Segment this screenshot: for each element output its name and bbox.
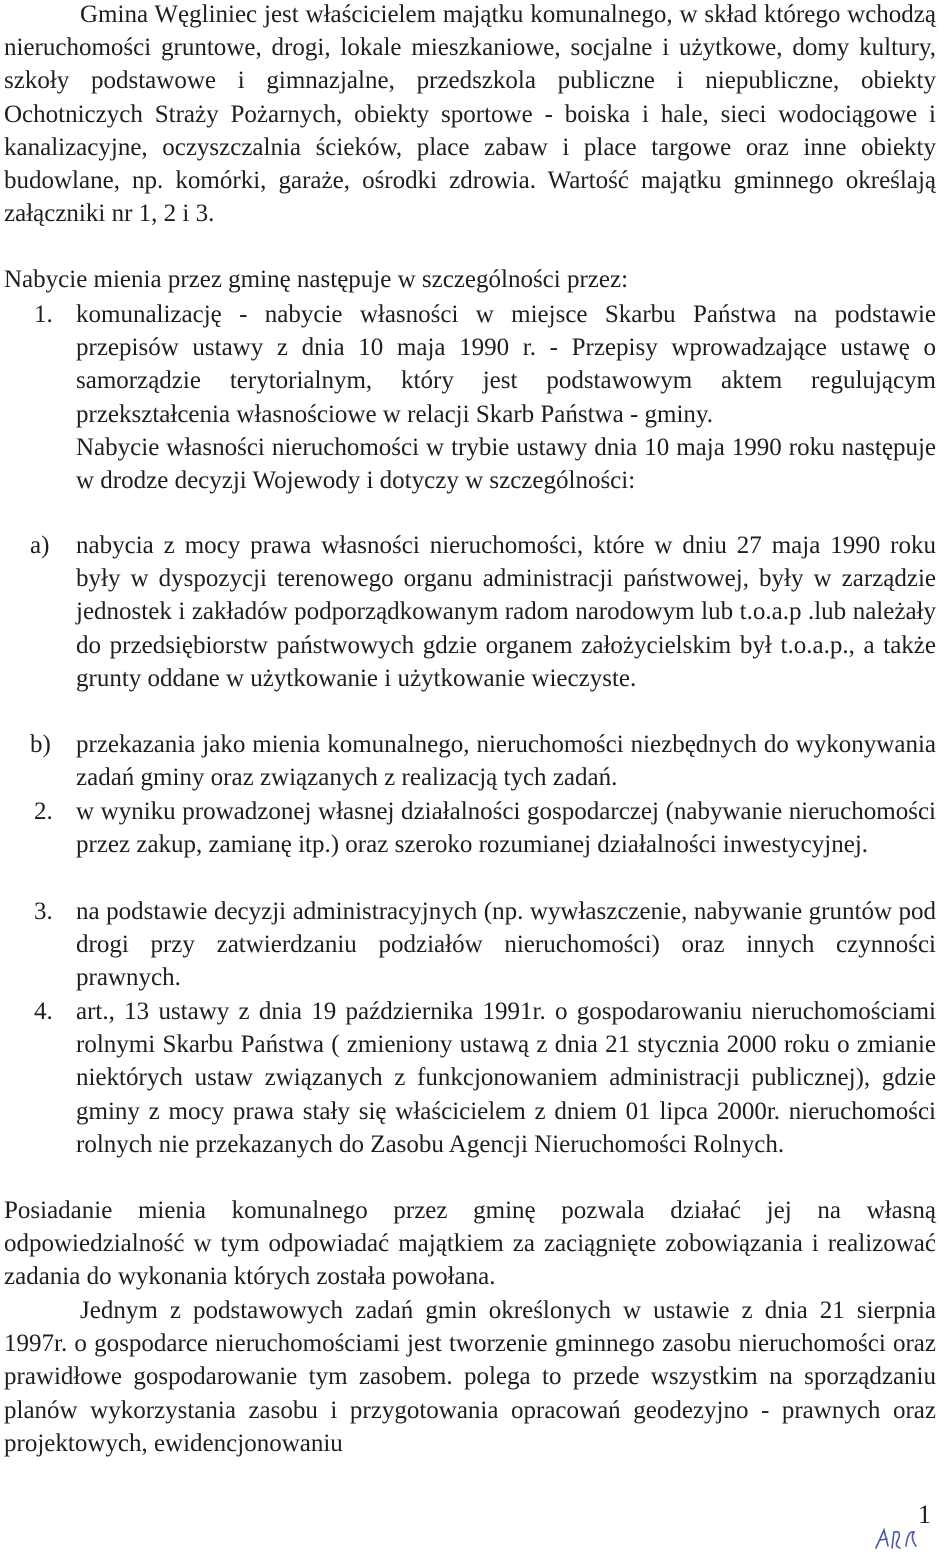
paragraph-municipal-property: Gmina Węgliniec jest właścicielem majątku komunalnego, w skład którego wchodzą nieruchomości gruntowe, drogi, lokale mieszkaniowe, socjalne i użytkowe, domy kultury, szkoły podstawowe i gimnazjalne, przedszkola publiczne i niepubliczne, obiekty Ochotniczych Straży Pożarnych, obiekty sportowe - boiska i hale, sieci wodociągowe i kanalizacyjne, oczyszczalnia ścieków, place zabaw i place targowe oraz inne obiekty budowlane, np. komórki, garaże, ośrodki zdrowia. Wartość majątku gminnego określają załączniki nr 1, 2 i 3. [4, 1, 936, 228]
list-label-1: 1. [34, 301, 53, 328]
list-item-1 [34, 298, 936, 497]
list-item-b [30, 728, 936, 794]
list-text-3: na podstawie decyzji administracyjnych (np. wywłaszczenie, nabywanie gruntów pod drogi przy zatwierdzaniu podziałów nieruchomości) oraz innych czynności prawnych. [76, 898, 936, 992]
list-label-3: 3. [34, 898, 53, 925]
list-text-b: przekazania jako mienia komunalnego, nieruchomości niezbędnych do wykonywania zadań gminy oraz związanych z realizacją tych zadań. [76, 731, 936, 792]
signature-initials [872, 1524, 932, 1552]
list-item-4 [34, 995, 936, 1161]
list-label-a: a) [30, 532, 50, 559]
list-label-2: 2. [34, 798, 53, 825]
list-text-2: w wyniku prowadzonej własnej działalności gospodarczej (nabywanie nieruchomości przez zakup, zamianę itp.) oraz szeroko rozumianej działalności inwestycyjnej. [76, 798, 936, 859]
list-text-a: nabycia z mocy prawa własności nieruchomości, które w dniu 27 maja 1990 roku były w dyspozycji terenowego organu administracji państwowej, były w zarządzie jednostek i zakładów podporządkowanym radom narodowym lub t.o.a.p .lub należały do przedsiębiorstw państwowych gdzie organem założycielskim był t.o.a.p., a także grunty oddane w użytkowanie i użytkowanie wieczyste. [76, 532, 936, 692]
paragraph-basic-tasks: Jednym z podstawowych zadań gmin określonych w ustawie z dnia 21 sierpnia 1997r. o gospodarce nieruchomościami jest tworzenie gminnego zasobu nieruchomości oraz prawidłowe gospodarowanie tym zasobem. polega to przede wszystkim na sporządzaniu planów wykorzystania zasobu i przygotowania opracowań geodezyjno - prawnych oraz projektowych, ewidencjonowaniu [4, 1297, 936, 1457]
list-label-4: 4. [34, 998, 53, 1025]
list-item-2 [34, 795, 936, 861]
list-subtext-1: Nabycie własności nieruchomości w trybie ustawy dnia 10 maja 1990 roku następuje w drodze decyzji Wojewody i dotyczy w szczególności: [76, 433, 936, 495]
list-text-4: art., 13 ustawy z dnia 19 października 1991r. o gospodarowaniu nieruchomościami rolnymi Skarbu Państwa ( zmieniony ustawą z dnia 21 stycznia 2000 roku o zmianie niektórych ustaw związanych z funkcjonowaniem administracji publicznej), gdzie gminy z mocy prawa stały się właścicielem z dniem 01 lipca 2000r. nieruchomości rolnych nie przekazanych do Zasobu Agencji Nieruchomości Rolnych. [76, 998, 936, 1158]
list-text-1: komunalizację - nabycie własności w miejsce Skarbu Państwa na podstawie przepisów ustawy z dnia 10 maja 1990 r. - Przepisy wprowadzające ustawę o samorządzie terytorialnym, który jest podstawowym aktem regulującym przekształcenia własnościowe w relacji Skarb Państwa - gminy. [76, 301, 936, 428]
list-item-a [30, 529, 936, 695]
paragraph-acquisition-intro: Nabycie mienia przez gminę następuje w szczególności przez: [4, 266, 629, 293]
page-number: 1 [918, 1500, 931, 1529]
paragraph-ownership-responsibility: Posiadanie mienia komunalnego przez gminę pozwala działać jej na własną odpowiedzialność w tym odpowiadać majątkiem za zaciągnięte zobowiązania i realizować zadania do wykonania których została powołana. [4, 1197, 936, 1291]
list-label-b: b) [30, 731, 51, 758]
list-item-3 [34, 895, 936, 995]
